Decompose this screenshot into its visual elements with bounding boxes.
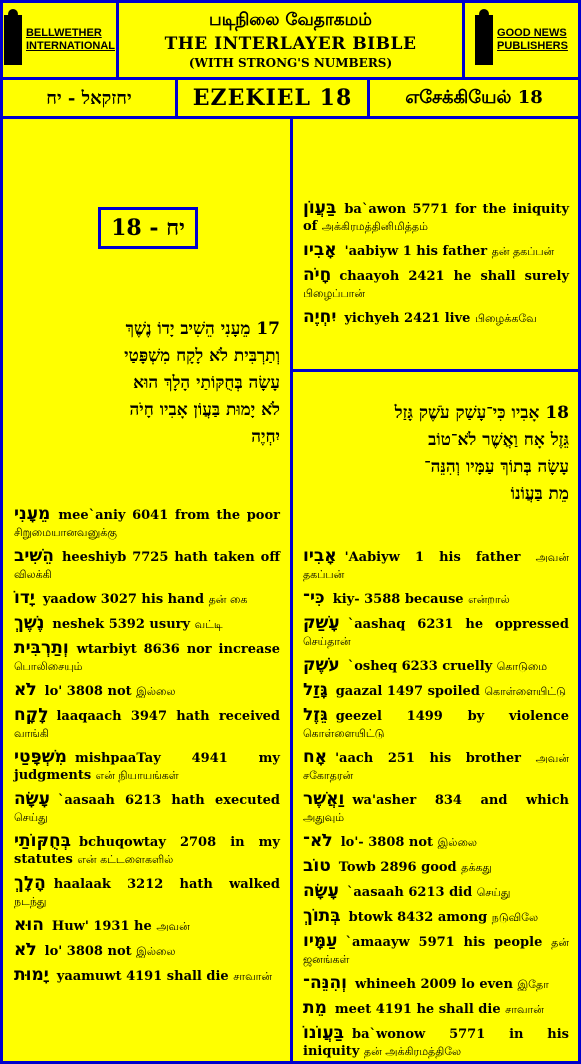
hebrew-word: בַּעֲוֹנוֹ (303, 1023, 345, 1043)
tamil-gloss: தன் அக்கிரமத்திலே (363, 1045, 462, 1058)
chapter-label-text: יח - 18 (111, 215, 185, 241)
tamil-gloss: என்றால் (468, 593, 510, 606)
hebrew-word: עָשָׂה (14, 789, 50, 809)
bellwether-logo-icon (4, 15, 22, 65)
book-english-label: EZEKIEL 18 (192, 85, 353, 111)
transliteration-gloss: 'aach 251 his brother (335, 751, 521, 766)
word-entry (303, 833, 569, 851)
transliteration-gloss: whineeh 2009 lo even (354, 977, 513, 992)
tamil-gloss: நடுவிலே (491, 911, 539, 924)
title-tamil: படிநிலை வேதாகமம் (209, 10, 372, 30)
tamil-gloss: செய்தான் (303, 635, 351, 648)
tamil-gloss: சிறுமையானவனுக்கு (14, 526, 117, 539)
hebrew-word: לֹא (14, 680, 37, 700)
word-entry (303, 615, 569, 650)
transliteration-gloss: 'aabiyw 1 his father (344, 244, 488, 259)
book-name-tamil (367, 77, 581, 119)
word-entry (14, 682, 280, 700)
tamil-gloss: பிழைப்பான் (303, 287, 366, 300)
hebrew-word: נֶשֶׁךְ (14, 613, 45, 633)
transliteration-gloss: yichyeh 2421 live (344, 311, 471, 326)
tamil-gloss: தன் தகப்பன் (491, 245, 555, 258)
transliteration-gloss: mee`aniy 6041 from the poor (58, 508, 280, 523)
hebrew-word: יָמוּת (14, 965, 49, 985)
tamil-gloss: என் கட்டளைகளில் (77, 853, 174, 866)
hebrew-word: אָבִיו (303, 546, 337, 566)
word-entry (303, 933, 569, 968)
transliteration-gloss: Huw' 1931 he (51, 919, 152, 934)
word-entry (14, 749, 280, 784)
title-subtitle: (WITH STRONG'S NUMBERS) (188, 56, 393, 70)
hebrew-word: גֵּזֶל (303, 705, 328, 725)
transliteration-gloss: chaayoh 2421 he shall surely (339, 269, 569, 284)
logo-text-line1: BELLWETHER (25, 27, 102, 39)
transliteration-gloss: geezel 1499 by violence (335, 709, 569, 724)
tamil-gloss: தன் கை (208, 593, 248, 606)
transliteration-gloss: `aashaq 6231 he oppressed (347, 617, 569, 632)
hebrew-word: מֵעָנִי (14, 504, 51, 524)
hebrew-word: בַּעֲוֹן (303, 198, 337, 218)
transliteration-gloss: yaadow 3027 his hand (42, 592, 205, 607)
tamil-gloss: தன் ஜனங்கள் (303, 936, 569, 966)
tamil-gloss: இல்லை (437, 836, 477, 849)
word-entry (303, 749, 569, 784)
verse-line: עָשָׂה בְּתוֹךְ עַמָּיו וְהִנֵּה־ (424, 457, 569, 477)
transliteration-gloss: `osheq 6233 cruelly (347, 659, 493, 674)
transliteration-gloss: bchuqowtay 2708 in my statutes (14, 835, 280, 867)
word-entry (303, 883, 569, 901)
transliteration-gloss: mishpaaTay 4941 my judgments (14, 751, 280, 783)
transliteration-gloss: yaamuwt 4191 shall die (56, 969, 229, 984)
word-entry (14, 917, 280, 935)
verse-line: לֹא יָמוּת בַּעֲוֹן אָבִיו חָיֹה (129, 400, 280, 420)
verse-line: עָשָׂה בְּחֻקּוֹתַי הָלָךְ הוּא (133, 373, 280, 393)
tamil-gloss: இதோ (517, 978, 549, 991)
transliteration-gloss: lo' 3808 not (44, 944, 132, 959)
tamil-gloss: அக்கிரமத்தினிமித்தம் (321, 220, 428, 233)
transliteration-gloss: ba`wonow 5771 in his iniquity (303, 1027, 569, 1059)
word-entry (303, 590, 569, 608)
tamil-gloss: சாவான் (505, 1003, 544, 1016)
word-entry (14, 791, 280, 826)
tamil-gloss: வட்டி (194, 618, 223, 631)
word-entry (303, 791, 569, 826)
word-entry (303, 682, 569, 700)
transliteration-gloss: neshek 5392 usury (52, 617, 191, 632)
hebrew-word: גָּזַל (303, 680, 328, 700)
transliteration-gloss: `amaayw 5971 his people (345, 935, 543, 950)
hebrew-word: לֹא (14, 940, 37, 960)
tamil-gloss: அவன் சகோதரன் (303, 752, 569, 782)
transliteration-gloss: haalaak 3212 hath walked (53, 877, 280, 892)
right-top-word-list (303, 200, 569, 334)
tamil-gloss: என் நியாயங்கள் (95, 769, 179, 782)
hebrew-word: עָשַׁק (303, 613, 340, 633)
transliteration-gloss: kiy- 3588 because (332, 592, 464, 607)
tamil-gloss: செய்து (476, 886, 511, 899)
tamil-gloss: கொடுமை (496, 660, 548, 673)
transliteration-gloss: 'Aabiyw 1 his father (344, 550, 521, 565)
hebrew-word: הוּא (14, 915, 44, 935)
verse-17-hebrew (14, 316, 280, 451)
book-tamil-label: எசேக்கியேல் 18 (405, 86, 543, 108)
hebrew-word: טוֹב (303, 856, 331, 876)
hebrew-word: יִחְיֶה (303, 307, 337, 327)
verse-line: גֵּזֶל אָח וַאֲשֶׁר לֹא־טוֹב (428, 430, 569, 450)
hebrew-word: בְּתוֹךְ (303, 906, 341, 926)
word-entry (303, 200, 569, 235)
word-entry (14, 506, 280, 541)
transliteration-gloss: gaazal 1497 spoiled (335, 684, 480, 699)
verse-line: יִחְיֶה (251, 427, 280, 447)
hebrew-word: לֹא־ (303, 831, 333, 851)
left-word-list (14, 506, 280, 992)
transliteration-gloss: wtarbiyt 8636 nor increase (76, 642, 280, 657)
tamil-gloss: நடந்து (14, 895, 47, 908)
word-entry (14, 875, 280, 910)
hebrew-word: מֵת (303, 998, 327, 1018)
word-entry (14, 833, 280, 868)
tamil-gloss: வாங்கி (14, 727, 49, 740)
logo-text-line2: INTERNATIONAL (25, 40, 115, 52)
hebrew-word: לָקָח (14, 705, 49, 725)
word-entry (303, 1025, 569, 1060)
tamil-gloss: செய்து (14, 811, 48, 824)
hebrew-word: עֹשֶׁק (303, 655, 340, 675)
word-entry (303, 548, 569, 583)
tamil-gloss: அவன் தகப்பன் (303, 551, 569, 581)
tamil-gloss: அவன் (156, 920, 190, 933)
transliteration-gloss: `aasaah 6213 hath executed (57, 793, 280, 808)
word-entry (303, 1000, 569, 1018)
transliteration-gloss: ba`awon 5771 for the iniquity of (303, 202, 569, 234)
hebrew-word: הָלָךְ (14, 873, 46, 893)
tamil-gloss: அதுவும் (303, 811, 345, 824)
hebrew-word: אָח (303, 747, 328, 767)
hebrew-word: כִּי־ (303, 588, 325, 608)
transliteration-gloss: Towb 2896 good (338, 860, 457, 875)
word-entry (303, 309, 569, 327)
transliteration-gloss: `aasaah 6213 did (346, 885, 473, 900)
tamil-gloss: இல்லை (136, 945, 176, 958)
word-entry (303, 707, 569, 742)
right-bottom-word-list (303, 548, 569, 1064)
tamil-gloss: விலக்கி (14, 568, 52, 581)
transliteration-gloss: laaqaach 3947 hath received (56, 709, 280, 724)
hebrew-word: בְּחֻקּוֹתַי (14, 831, 72, 851)
good-news-logo (462, 0, 581, 80)
hebrew-word: עָשָׂה (303, 881, 339, 901)
word-entry (303, 858, 569, 876)
hebrew-word: וְהִנֵּה־ (303, 973, 347, 993)
hebrew-word: מִשְׁפָּטַי (14, 747, 67, 767)
transliteration-gloss: lo' 3808 not (44, 684, 132, 699)
book-hebrew-label: יחזקאל - יח (46, 87, 132, 109)
word-entry (14, 615, 280, 633)
chapter-label (98, 207, 198, 249)
transliteration-gloss: wa'asher 834 and which (352, 793, 569, 808)
verse-line: 18 אָבִיו כִּי־עָשַׁק עֹשֶׁק גָּזַל (394, 403, 569, 423)
word-entry (303, 908, 569, 926)
verse-line: מֵת בַּעֲוֹנוֹ (510, 484, 569, 504)
good-news-logo-icon (475, 15, 493, 65)
word-entry (303, 657, 569, 675)
tamil-gloss: இல்லை (136, 685, 176, 698)
word-entry (303, 975, 569, 993)
tamil-gloss: கொள்ளையிட்டு (303, 727, 385, 740)
tamil-gloss: கொள்ளையிட்டு (484, 685, 566, 698)
hebrew-word: עַמָּיו (303, 931, 338, 951)
title-english: THE INTERLAYER BIBLE (164, 34, 417, 54)
transliteration-gloss: btowk 8432 among (348, 910, 488, 925)
tamil-gloss: பிழைக்கவே (474, 312, 537, 325)
hebrew-word: חָיֹה (303, 265, 332, 285)
word-entry (14, 590, 280, 608)
word-entry (14, 967, 280, 985)
tamil-gloss: சாவான் (233, 970, 273, 983)
logo-text-line2: PUBLISHERS (497, 40, 568, 52)
transliteration-gloss: meet 4191 he shall die (334, 1002, 501, 1017)
word-entry (14, 707, 280, 742)
word-entry (303, 242, 569, 260)
verse-18-hebrew (303, 400, 569, 508)
hebrew-word: וְתַרְבִּית (14, 638, 69, 658)
logo-text-line1: GOOD NEWS (497, 27, 567, 39)
word-entry (14, 548, 280, 583)
tamil-gloss: தக்கது (461, 861, 492, 874)
word-entry (303, 267, 569, 302)
word-entry (14, 640, 280, 675)
bellwether-logo (0, 0, 119, 80)
verse-line: וְתַרְבִּית לֹא לָקָח מִשְׁפָּטַי (124, 346, 280, 366)
transliteration-gloss: heeshiyb 7725 hath taken off (61, 550, 280, 565)
transliteration-gloss: lo'- 3808 not (340, 835, 434, 850)
word-entry (14, 942, 280, 960)
hebrew-word: יָדוֹ (14, 588, 35, 608)
header-title-block (116, 0, 465, 80)
hebrew-word: וַאֲשֶׁר (303, 789, 345, 809)
hebrew-word: הֵשִׁיב (14, 546, 54, 566)
book-name-hebrew (0, 77, 178, 119)
book-name-english (175, 77, 370, 119)
verse-line: 17 מֵעָנִי הֵשִׁיב יָדוֹ נֶשֶׁךְ (125, 319, 280, 339)
hebrew-word: אָבִיו (303, 240, 337, 260)
tamil-gloss: பொலிசையும் (14, 660, 83, 673)
